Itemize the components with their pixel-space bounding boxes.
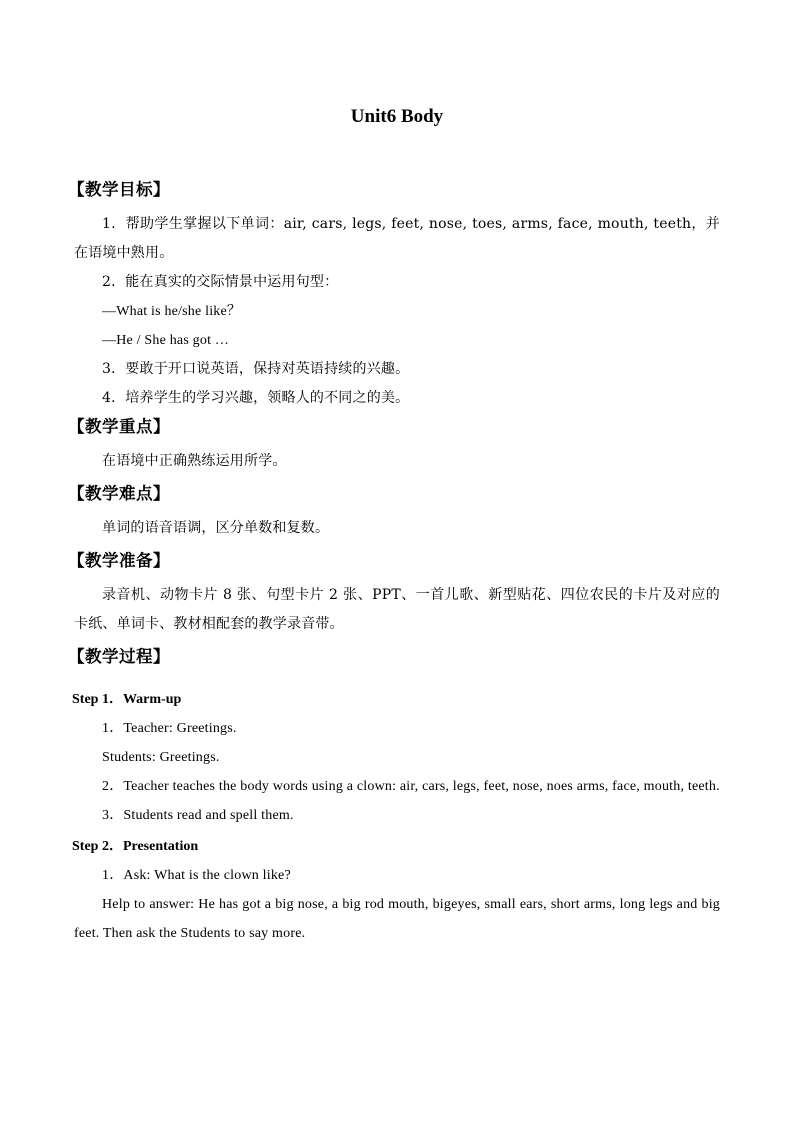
step-1-line-2: Students: Greetings. [102,750,220,765]
objective-item-2: 2．能在真实的交际情景中运用句型： [102,274,339,290]
heading-key-points: 【教学重点】 [68,417,170,436]
preparation-text: 录音机、动物卡片 8 张、句型卡片 2 张、PPT、一首儿歌、新型贴花、四位农民的卡片及对应的卡纸、单词卡、教材相配套的教学录音带。 [74,587,720,632]
document-title: Unit6 Body [350,106,444,127]
objective-item-1: 1．帮助学生掌握以下单词：air, cars, legs, feet, nose, toes, arms, face, mouth, teeth，并在语境中熟用。 [74,216,720,261]
step-1-line-1: 1．Teacher: Greetings. [102,721,237,736]
step-1-label: Step 1．Warm-up [72,692,182,707]
heading-difficulties: 【教学难点】 [68,484,170,503]
step-2-line-1: 1．Ask: What is the clown like? [102,868,291,883]
objective-item-3: 3．要敢于开口说英语，保持对英语持续的兴趣。 [102,361,410,377]
objective-item-4: 4．培养学生的学习兴趣，领略人的不同之的美。 [102,390,410,406]
step-1-line-3: 2．Teacher teaches the body words using a clown: air, cars, legs, feet, nose, noes arms, face, mouth, teeth. [102,779,720,794]
difficulties-text: 单词的语音语调，区分单数和复数。 [102,520,330,536]
heading-objectives: 【教学目标】 [68,180,170,199]
heading-preparation: 【教学准备】 [68,551,170,570]
step-2-label: Step 2．Presentation [72,839,199,854]
key-points-text: 在语境中正确熟练运用所学。 [102,453,287,469]
step-2-line-2: Help to answer: He has got a big nose, a big rod mouth, bigeyes, small ears, short arms, long legs and big feet. Then ask the Students to say more. [74,897,720,941]
heading-process: 【教学过程】 [68,647,170,666]
objective-sentence-pattern-2: —He / She has got … [102,333,230,348]
step-1-line-4: 3．Students read and spell them. [102,808,294,823]
objective-sentence-pattern-1: —What is he/she like？ [102,304,242,319]
